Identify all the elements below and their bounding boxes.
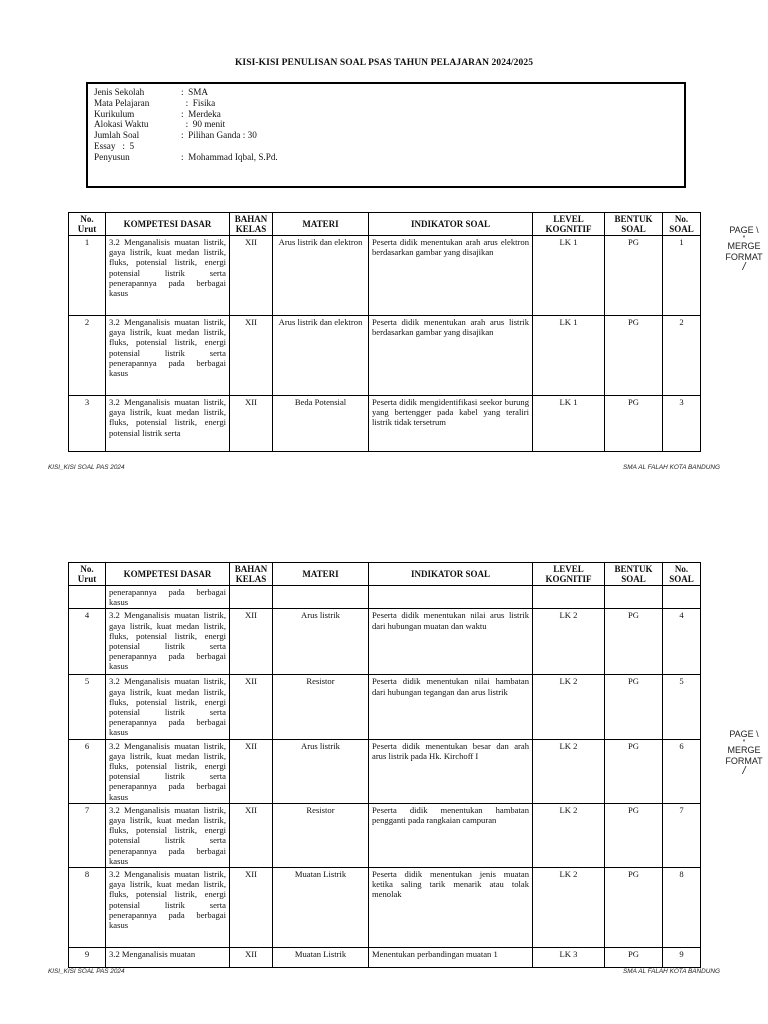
- header-materi: MATERI: [273, 213, 369, 236]
- table-header-row: [69, 563, 701, 586]
- cell-bahan-kelas: XII: [230, 396, 273, 452]
- cell-kompetensi: 3.2 Menganalisis muatan listrik, gaya listrik, kuat medan listrik, fluks, potensial listrik, energi potensial listrik serta: [106, 396, 230, 452]
- page-merge-format-marker-2: PAGE \ * MERGE FORMAT /: [725, 729, 763, 777]
- info-row-jenis: Jenis Sekolah : SMA: [94, 87, 209, 97]
- header-no-soal: No. SOAL: [663, 563, 701, 586]
- header-indikator: INDIKATOR SOAL: [369, 563, 533, 586]
- header-kompetensi: KOMPETESI DASAR: [106, 563, 230, 586]
- cell-bahan-kelas: XII: [230, 948, 273, 968]
- info-row-jumlah: Jumlah Soal : Pilihan Ganda : 30: [94, 130, 257, 141]
- cell-level: LK 2: [533, 868, 605, 948]
- table-row: [69, 803, 701, 867]
- cell-no-soal: 2: [663, 316, 701, 396]
- cell-bentuk: PG: [605, 316, 663, 396]
- cell-no-urut: 3: [69, 396, 106, 452]
- cell-materi: Muatan Listrik: [273, 948, 369, 968]
- cell-indikator: Peserta didik menentukan jenis muatan ketika saling tarik menarik atau tolak menolak: [369, 868, 533, 948]
- cell-level: LK 2: [533, 739, 605, 803]
- cell-no-soal: 7: [663, 803, 701, 867]
- cell-level: LK 1: [533, 236, 605, 316]
- header-bahan-kelas: BAHAN KELAS: [230, 213, 273, 236]
- cell-no-urut: 4: [69, 609, 106, 675]
- header-level: LEVEL KOGNITIF: [533, 213, 605, 236]
- cell-indikator: Peserta didik menentukan besar dan arah arus listrik pada Hk. Kirchoff I: [369, 739, 533, 803]
- cell-indikator: Peserta didik menentukan nilai hambatan dari hubungan tegangan dan arus listrik: [369, 675, 533, 739]
- cell-level: LK 2: [533, 609, 605, 675]
- cell-bentuk: PG: [605, 803, 663, 867]
- footer-right-page-2: SMA AL FALAH KOTA BANDUNG: [623, 968, 720, 975]
- cell-level: LK 1: [533, 396, 605, 452]
- page-merge-format-marker-1: PAGE \ * MERGE FORMAT /: [725, 225, 763, 273]
- header-indikator: INDIKATOR SOAL: [369, 213, 533, 236]
- table-header-row: [69, 213, 701, 236]
- document-title: KISI-KISI PENULISAN SOAL PSAS TAHUN PELAJARAN 2024/2025: [234, 58, 534, 68]
- cell-bentuk: PG: [605, 739, 663, 803]
- cell-kompetensi: 3.2 Menganalisis muatan: [106, 948, 230, 968]
- cell-materi: Beda Potensial: [273, 396, 369, 452]
- info-row-alokasi: Alokasi Waktu : 90 menit: [94, 119, 226, 130]
- cell-bahan-kelas: XII: [230, 803, 273, 867]
- cell-bentuk: PG: [605, 236, 663, 316]
- kisi-table-page-2: [68, 562, 701, 968]
- cell-kompetensi: 3.2 Menganalisis muatan listrik, gaya listrik, kuat medan listrik, fluks, potensial listrik, energi potensial listrik serta penerapannya pada berbagai kasus: [106, 316, 230, 396]
- cell-no-urut: 6: [69, 739, 106, 803]
- footer-left-page-1: KISI_KISI SOAL PAS 2024: [48, 464, 125, 471]
- cell-indikator: Peserta didik menentukan arah arus elektron berdasarkan gambar yang disajikan: [369, 236, 533, 316]
- table-row: [69, 948, 701, 968]
- table-row: [69, 396, 701, 452]
- cell-no-soal: 4: [663, 609, 701, 675]
- cell-level: LK 3: [533, 948, 605, 968]
- cell-materi: Arus listrik dan elektron: [273, 236, 369, 316]
- cell-no-urut: 2: [69, 316, 106, 396]
- header-bahan-kelas: BAHAN KELAS: [230, 563, 273, 586]
- cell-indikator: Peserta didik mengidentifikasi seekor burung yang bertengger pada kabel yang teraliri listrik tidak tersetrum: [369, 396, 533, 452]
- cell-bahan-kelas: XII: [230, 236, 273, 316]
- cell-no-soal: 6: [663, 739, 701, 803]
- info-row-essay: Essay : 5: [94, 140, 135, 151]
- table-row: [69, 868, 701, 948]
- header-bentuk: BENTUK SOAL: [605, 563, 663, 586]
- cell-materi: Arus listrik: [273, 739, 369, 803]
- cell-indikator: Peserta didik menentukan nilai arus listrik dari hubungan muatan dan waktu: [369, 609, 533, 675]
- table-row: [69, 609, 701, 675]
- cell-materi: Resistor: [273, 675, 369, 739]
- cell-no-urut: 5: [69, 675, 106, 739]
- cell-level: LK 2: [533, 675, 605, 739]
- cell-no-soal: 1: [663, 236, 701, 316]
- cell-bahan-kelas: XII: [230, 739, 273, 803]
- cell-indikator: Peserta didik menentukan arah arus listrik berdasarkan gambar yang disajikan: [369, 316, 533, 396]
- info-row-kurikulum: Kurikulum : Merdeka: [94, 108, 221, 119]
- cell-level: LK 2: [533, 803, 605, 867]
- header-no-urut: No. Urut: [69, 563, 106, 586]
- header-no-urut: No. Urut: [69, 213, 106, 236]
- kisi-table-page-1: [68, 212, 701, 452]
- footer-right-page-1: SMA AL FALAH KOTA BANDUNG: [623, 464, 720, 471]
- info-box: [86, 82, 686, 188]
- info-row-mapel: Mata Pelajaran : Fisika: [94, 97, 216, 108]
- cell-kompetensi: 3.2 Menganalisis muatan listrik, gaya listrik, kuat medan listrik, fluks, potensial listrik, energi potensial listrik serta penerapannya pada berbagai kasus: [106, 868, 230, 948]
- cell-materi: Muatan Listrik: [273, 868, 369, 948]
- header-level: LEVEL KOGNITIF: [533, 563, 605, 586]
- cell-bentuk: PG: [605, 609, 663, 675]
- table-row: [69, 739, 701, 803]
- cell-level: LK 1: [533, 316, 605, 396]
- cell-kompetensi: 3.2 Menganalisis muatan listrik, gaya listrik, kuat medan listrik, fluks, potensial listrik, energi potensial listrik serta penerapannya pada berbagai kasus: [106, 675, 230, 739]
- header-bentuk: BENTUK SOAL: [605, 213, 663, 236]
- cell-materi: Resistor: [273, 803, 369, 867]
- cell-no-soal: 9: [663, 948, 701, 968]
- footer-left-page-2: KISI_KISI SOAL PAS 2024: [48, 968, 125, 975]
- cell-bentuk: PG: [605, 396, 663, 452]
- cell-materi: Arus listrik dan elektron: [273, 316, 369, 396]
- cell-no-urut: 8: [69, 868, 106, 948]
- cell-kompetensi: 3.2 Menganalisis muatan listrik, gaya listrik, kuat medan listrik, fluks, potensial listrik, energi potensial listrik serta penerapannya pada berbagai kasus: [106, 236, 230, 316]
- cell-indikator: Peserta didik menentukan hambatan pengganti pada rangkaian campuran: [369, 803, 533, 867]
- cell-indikator: Menentukan perbandingan muatan 1: [369, 948, 533, 968]
- cell-kompetensi: 3.2 Menganalisis muatan listrik, gaya listrik, kuat medan listrik, fluks, potensial listrik, energi potensial listrik serta penerapannya pada berbagai kasus: [106, 739, 230, 803]
- cell-bahan-kelas: XII: [230, 868, 273, 948]
- table-row-continuation: [69, 586, 701, 609]
- cell-no-urut: 9: [69, 948, 106, 968]
- cell-bahan-kelas: XII: [230, 316, 273, 396]
- header-kompetensi: KOMPETESI DASAR: [106, 213, 230, 236]
- cell-no-urut: 7: [69, 803, 106, 867]
- table-row: [69, 316, 701, 396]
- cell-kompetensi: 3.2 Menganalisis muatan listrik, gaya listrik, kuat medan listrik, fluks, potensial listrik, energi potensial listrik serta penerapannya pada berbagai kasus: [106, 803, 230, 867]
- cell-no-urut: 1: [69, 236, 106, 316]
- cell-bentuk: PG: [605, 948, 663, 968]
- table-row: [69, 236, 701, 316]
- cell-bentuk: PG: [605, 675, 663, 739]
- header-materi: MATERI: [273, 563, 369, 586]
- cell-materi: Arus listrik: [273, 609, 369, 675]
- cell-no-soal: 3: [663, 396, 701, 452]
- cell-bentuk: PG: [605, 868, 663, 948]
- header-no-soal: No. SOAL: [663, 213, 701, 236]
- cell-kompetensi: 3.2 Menganalisis muatan listrik, gaya listrik, kuat medan listrik, fluks, potensial listrik, energi potensial listrik serta penerapannya pada berbagai kasus: [106, 609, 230, 675]
- info-row-penyusun: Penyusun : Mohammad Iqbal, S.Pd.: [94, 151, 278, 162]
- cell-bahan-kelas: XII: [230, 675, 273, 739]
- cell-kompetensi: penerapannya pada berbagai kasus: [106, 586, 230, 609]
- cell-no-soal: 8: [663, 868, 701, 948]
- cell-bahan-kelas: XII: [230, 609, 273, 675]
- cell-no-soal: 5: [663, 675, 701, 739]
- table-row: [69, 675, 701, 739]
